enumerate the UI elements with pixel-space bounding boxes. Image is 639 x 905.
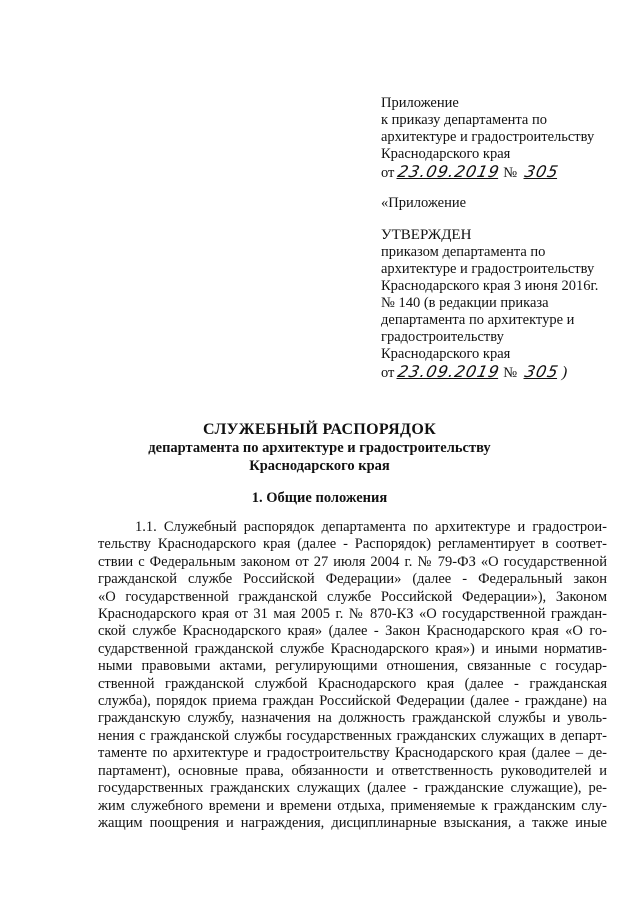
- approved-block: [381, 227, 621, 382]
- appendix-line: к приказу департамента по: [381, 112, 547, 128]
- body-line: ской службе Краснодарского края» (далее - Закон Краснодарского края «О го-: [98, 623, 607, 640]
- body-line: служба), порядок приема граждан Российской Федерации (далее - граждане) на: [98, 693, 607, 710]
- handwritten-number: 305: [522, 162, 561, 181]
- body-line: сударственной гражданской службе Краснодарского края») и иными норматив-: [98, 640, 607, 657]
- ref-prefix: от: [381, 365, 395, 381]
- body-line: «О государственной гражданской службе Российской Федерации»), Законом: [98, 588, 607, 605]
- body-line: гражданскую службу, назначения на должность гражданской службы и уволь-: [98, 710, 607, 727]
- body-line: государственных гражданских служащих (далее - гражданские служащие), ре-: [98, 780, 607, 797]
- body-line: ствии с Федеральным законом от 27 июля 2004 г. № 79-ФЗ «О государственной: [98, 553, 607, 570]
- section-heading: 1. Общие положения: [251, 490, 388, 506]
- ref-number-label: №: [503, 365, 518, 381]
- body-line: 1.1. Служебный распорядок департамента по архитектуре и градострои-: [135, 519, 607, 535]
- body-line: ственной гражданской службой Краснодарского края (далее - гражданская: [98, 675, 607, 692]
- body-line: Краснодарского края от 31 мая 2005 г. № 870-КЗ «О государственной граждан-: [98, 606, 607, 623]
- body-line: жим служебного времени и времени отдыха, применяемые к гражданским слу-: [98, 797, 607, 814]
- appendix-header: [381, 95, 621, 182]
- body-line: жащим поощрения и награждения, дисциплинарные взыскания, а также иные: [98, 814, 607, 831]
- body-line: нения с гражданской службы государственных гражданских служащих в департ-: [98, 727, 607, 744]
- handwritten-date: 23.09.2019: [396, 162, 502, 181]
- approved-line: архитектуре и градостроительству: [381, 261, 595, 277]
- appendix-line: Краснодарского края: [381, 146, 511, 162]
- approved-line: Краснодарского края: [381, 346, 511, 362]
- appendix-line: Приложение: [381, 95, 459, 111]
- body-line: гражданской службе Российской Федерации» (далее - Федеральный закон: [98, 571, 607, 588]
- approved-line: приказом департамента по: [381, 244, 546, 260]
- appendix-line: архитектуре и градостроительству: [381, 129, 595, 145]
- quote-appendix: [381, 195, 621, 212]
- document-subtitle-region: Краснодарского края: [249, 458, 390, 474]
- quote-appendix-text: «Приложение: [381, 195, 467, 211]
- document-subtitle: департамента по архитектуре и градостроительству: [148, 440, 491, 456]
- body-line: партамент), основные права, обязанности и ответственность руководителей и: [98, 762, 607, 779]
- approved-line: градостроительству: [381, 329, 504, 345]
- body-line: таменте по архитектуре и градостроительству Краснодарского края (далее – де-: [98, 745, 607, 762]
- handwritten-number: 305: [522, 362, 561, 381]
- approved-line: Краснодарского края 3 июня 2016г.: [381, 278, 599, 294]
- body-paragraph: [98, 519, 607, 832]
- approved-heading: УТВЕРЖДЕН: [381, 227, 472, 243]
- approved-line: № 140 (в редакции приказа: [381, 295, 549, 311]
- handwritten-date: 23.09.2019: [396, 362, 502, 381]
- approved-line: департамента по архитектуре и: [381, 312, 575, 328]
- ref-prefix: от: [381, 165, 395, 181]
- closing-paren: ): [560, 364, 570, 381]
- ref-number-label: №: [503, 165, 518, 181]
- approved-ref-line: [381, 363, 621, 382]
- document-title: СЛУЖЕБНЫЙ РАСПОРЯДОК: [202, 421, 436, 438]
- body-line: тельству Краснодарского края (далее - Распорядок) регламентирует в соответ-: [98, 536, 607, 553]
- body-line: ными правовыми актами, регулирующими отношения, связанные с государ-: [98, 658, 607, 675]
- appendix-ref-line: [381, 163, 621, 182]
